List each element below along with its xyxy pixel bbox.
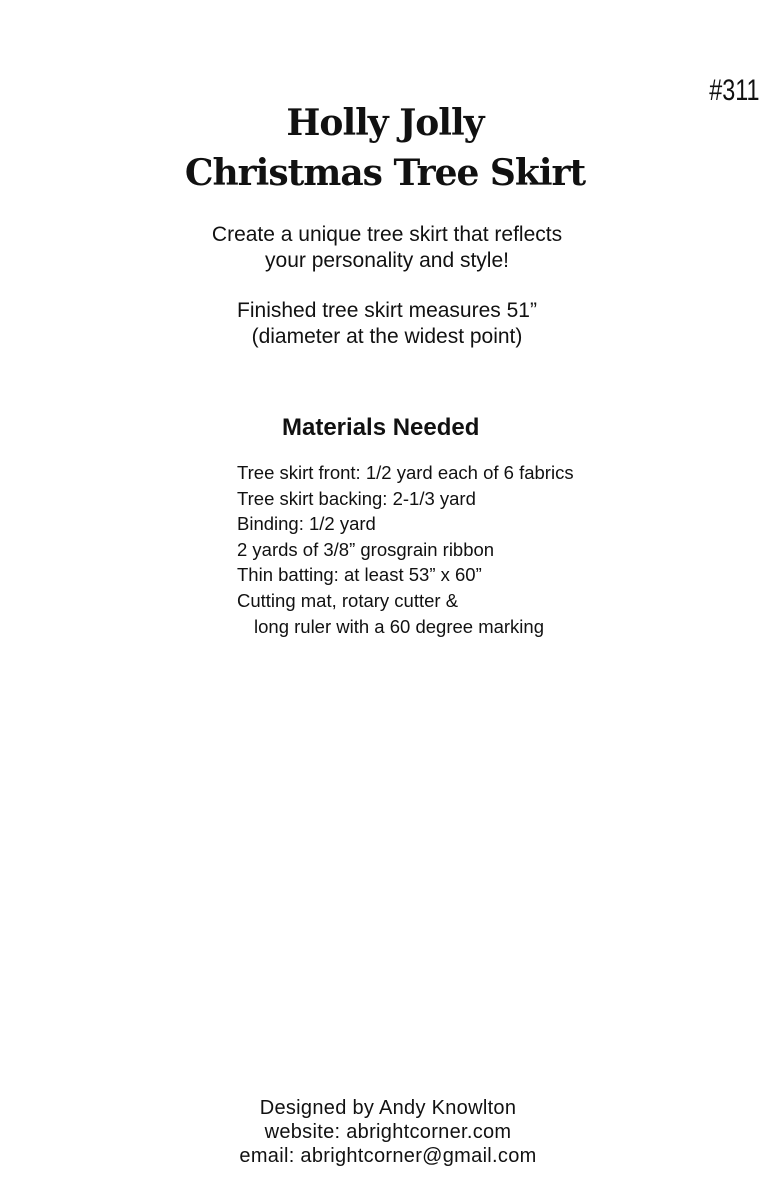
list-item: Binding: 1/2 yard: [237, 513, 376, 535]
intro-line-2: your personality and style!: [265, 249, 509, 272]
measurement-line-1: Finished tree skirt measures 51”: [237, 299, 537, 322]
measurement-line-2: (diameter at the widest point): [251, 325, 523, 348]
intro-line-1: Create a unique tree skirt that reflects: [211, 223, 563, 246]
materials-list: [237, 460, 574, 639]
measurement-text: [0, 298, 774, 350]
intro-text: [0, 222, 774, 274]
list-item: Cutting mat, rotary cutter &: [237, 589, 459, 611]
list-item: Tree skirt backing: 2-1/3 yard: [237, 487, 476, 509]
list-item: Tree skirt front: 1/2 yard each of 6 fabrics: [237, 462, 574, 483]
title-line-1: Holly Jolly: [286, 102, 484, 144]
title-line-2: Christmas Tree Skirt: [184, 152, 586, 194]
list-item: long ruler with a 60 degree marking: [254, 615, 544, 637]
designer-credit: Designed by Andy Knowlton: [259, 1097, 517, 1119]
page-title: [0, 98, 770, 198]
materials-heading: Materials Needed: [282, 414, 480, 441]
email-text: email: abrightcorner@gmail.com: [239, 1145, 537, 1167]
list-item: 2 yards of 3/8” grosgrain ribbon: [237, 538, 495, 560]
list-item: Thin batting: at least 53” x 60”: [237, 564, 482, 586]
website-text: website: abrightcorner.com: [264, 1121, 512, 1143]
credits: [0, 1096, 776, 1168]
pattern-number: #311: [709, 74, 760, 107]
